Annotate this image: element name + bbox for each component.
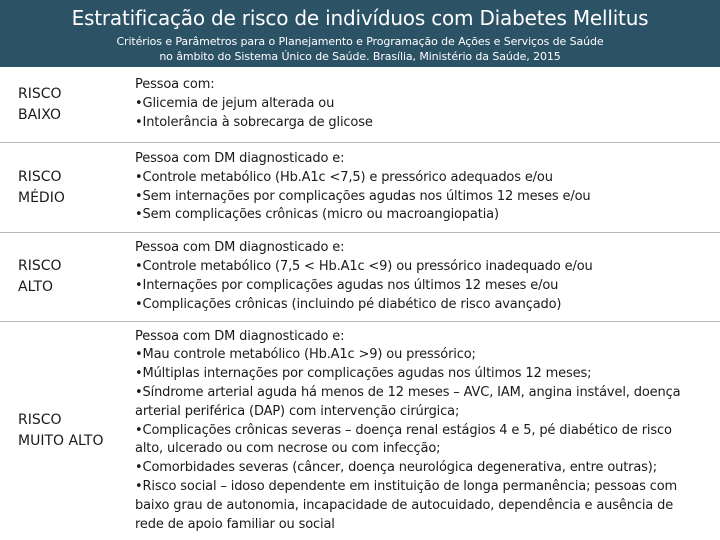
risk-table xyxy=(0,67,720,540)
criteria-line: Pessoa com DM diagnosticado e: xyxy=(135,150,345,166)
risk-label-line: BAIXO xyxy=(18,106,62,123)
criteria-cell xyxy=(135,322,720,540)
criteria-line: •Controle metabólico (7,5 < Hb.A1c <9) ou pressórico inadequado e/ou xyxy=(135,259,593,275)
criteria-line: rede de apoio familiar ou social xyxy=(135,516,335,532)
criteria-line: •Internações por complicações agudas nos últimos 12 meses e/ou xyxy=(135,278,559,293)
criteria-line: •Controle metabólico (Hb.A1c <7,5) e pressórico adequados e/ou xyxy=(135,169,553,185)
criteria-cell xyxy=(135,143,720,232)
criteria-line: •Síndrome arterial aguda há menos de 12 meses – AVC, IAM, angina instável, doença xyxy=(135,385,681,400)
risk-label-line: MUITO ALTO xyxy=(18,433,104,449)
risk-label-line: ALTO xyxy=(18,279,54,295)
criteria-cell xyxy=(135,233,720,321)
risk-label-line: RISCO xyxy=(18,412,62,428)
risk-label-line: MÉDIO xyxy=(18,189,65,206)
criteria-line: arterial periférica (DAP) com intervenção cirúrgica; xyxy=(135,403,460,419)
criteria-line: Pessoa com DM diagnosticado e: xyxy=(135,328,345,344)
risk-label-line: RISCO xyxy=(18,258,62,274)
table-row-risco-alto xyxy=(0,233,720,322)
subtitle-line-2: no âmbito do Sistema Único de Saúde. Brasília, Ministério da Saúde, 2015 xyxy=(159,50,561,63)
page-subtitle xyxy=(0,34,720,64)
page-title: Estratificação de risco de indivíduos com Diabetes Mellitus xyxy=(71,6,649,30)
risk-level-cell xyxy=(0,143,135,232)
risk-label-line: RISCO xyxy=(18,168,62,185)
criteria-line: •Intolerância à sobrecarga de glicose xyxy=(135,114,373,130)
risk-level-cell xyxy=(0,322,135,540)
criteria-line: •Múltiplas internações por complicações agudas nos últimos 12 meses; xyxy=(135,366,592,382)
criteria-line: •Glicemia de jejum alterada ou xyxy=(135,96,335,112)
criteria-cell xyxy=(135,67,720,142)
criteria-line: •Comorbidades severas (câncer, doença neurológica degenerativa, entre outras); xyxy=(135,460,657,476)
criteria-line: •Complicações crônicas severas – doença renal estágios 4 e 5, pé diabético de risco xyxy=(135,422,672,438)
risk-level-cell xyxy=(0,67,135,142)
risk-label-line: RISCO xyxy=(18,85,62,102)
criteria-line: Pessoa com DM diagnosticado e: xyxy=(135,240,345,256)
risk-level-cell xyxy=(0,233,135,321)
subtitle-line-1: Critérios e Parâmetros para o Planejamento e Programação de Ações e Serviços de Saúde xyxy=(116,35,604,48)
header-banner xyxy=(0,0,720,67)
table-row-risco-muito-alto xyxy=(0,322,720,540)
table-row-risco-medio xyxy=(0,143,720,233)
criteria-line: •Sem internações por complicações agudas nos últimos 12 meses e/ou xyxy=(135,188,591,204)
table-row-risco-baixo xyxy=(0,67,720,143)
criteria-line: •Complicações crônicas (incluindo pé diabético de risco avançado) xyxy=(135,296,562,312)
criteria-line: baixo grau de autonomia, incapacidade de autocuidado, dependência e ausência de xyxy=(135,497,674,513)
criteria-line: alto, ulcerado ou com necrose ou com infecção; xyxy=(135,441,441,457)
criteria-line: •Risco social – idoso dependente em instituição de longa permanência; pessoas com xyxy=(135,478,678,494)
criteria-line: •Mau controle metabólico (Hb.A1c >9) ou pressórico; xyxy=(135,347,476,363)
criteria-line: •Sem complicações crônicas (micro ou macroangiopatia) xyxy=(135,207,499,223)
criteria-line: Pessoa com: xyxy=(135,77,215,93)
